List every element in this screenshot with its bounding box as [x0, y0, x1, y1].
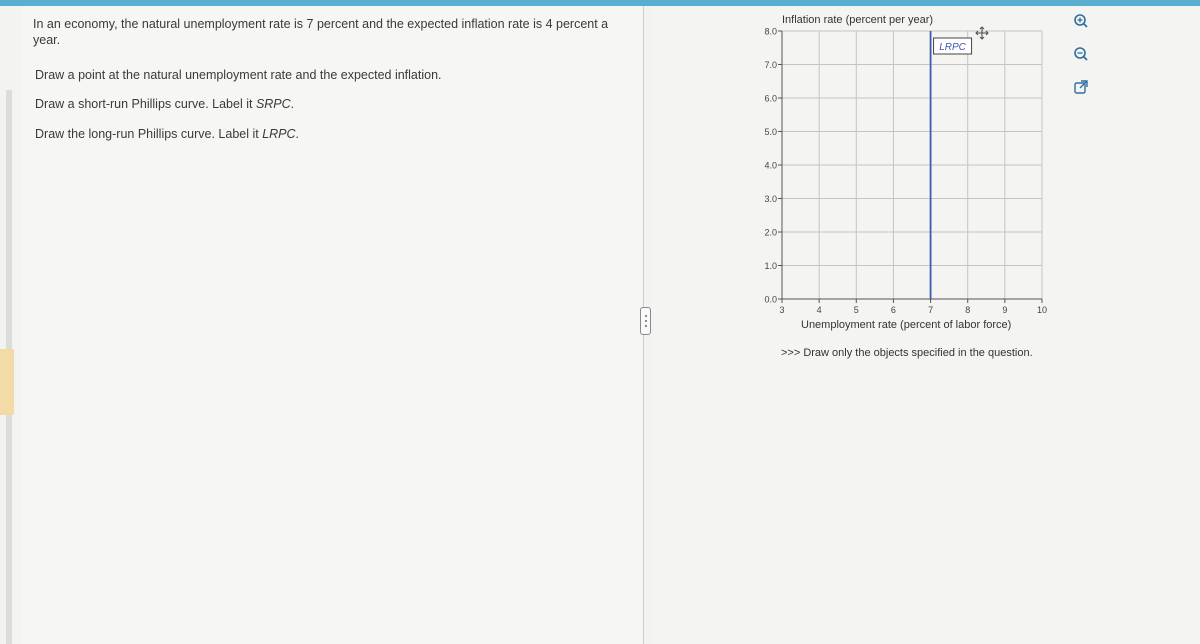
y-tick-label: 5.0 — [764, 127, 777, 137]
move-cursor-icon — [976, 27, 988, 39]
lrpc-label-text: LRPC — [262, 127, 296, 141]
srpc-label-text: SRPC — [255, 97, 291, 111]
x-tick-label: 4 — [816, 305, 822, 315]
instruction-lrpc-prefix: Draw the long-run Phillips curve. Label it — [35, 127, 263, 141]
instruction-lrpc-period: . — [295, 127, 300, 141]
x-tick-label: 10 — [1036, 305, 1048, 315]
graph-grid — [782, 31, 1042, 299]
y-tick-label: 7.0 — [764, 60, 777, 70]
x-axis-title: Unemployment rate (percent of labor force) — [801, 319, 1012, 331]
y-axis-title: Inflation rate (percent per year) — [782, 14, 934, 26]
zoom-out-icon — [1073, 46, 1089, 62]
y-tick-label: 4.0 — [764, 160, 777, 171]
external-link-icon — [1073, 79, 1089, 95]
x-tick-label: 7 — [928, 305, 934, 315]
lrpc-label: LRPC — [939, 42, 966, 53]
instruction-srpc-prefix: Draw a short-run Phillips curve. Label it — [35, 97, 256, 111]
x-tick-label: 8 — [965, 305, 971, 315]
zoom-out-button[interactable] — [1068, 41, 1094, 67]
external-link-button[interactable] — [1068, 74, 1094, 100]
y-tick-label: 8.0 — [764, 26, 777, 37]
zoom-in-icon — [1073, 13, 1089, 29]
x-tick-labels — [779, 299, 1047, 315]
x-tick-label: 5 — [853, 305, 859, 315]
instruction-note: >>> Draw only the objects specified in the question. — [781, 347, 1033, 359]
instruction-point: Draw a point at the natural unemployment rate and the expected inflation. — [35, 68, 442, 82]
y-tick-labels — [764, 27, 782, 305]
y-tick-label: 2.0 — [764, 227, 777, 238]
x-tick-label: 6 — [890, 305, 896, 315]
y-tick-label: 6.0 — [764, 93, 777, 104]
y-tick-label: 0.0 — [764, 294, 777, 305]
instruction-srpc-period: . — [290, 97, 295, 111]
question-text: In an economy, the natural unemployment rate is 7 percent and the expected inflation rate is 4 percent a year. — [33, 17, 609, 47]
x-tick-label: 9 — [1002, 305, 1008, 315]
y-tick-label: 1.0 — [764, 261, 777, 271]
y-tick-label: 3.0 — [764, 194, 777, 204]
x-tick-label: 3 — [779, 305, 785, 315]
zoom-in-button[interactable] — [1068, 8, 1094, 34]
